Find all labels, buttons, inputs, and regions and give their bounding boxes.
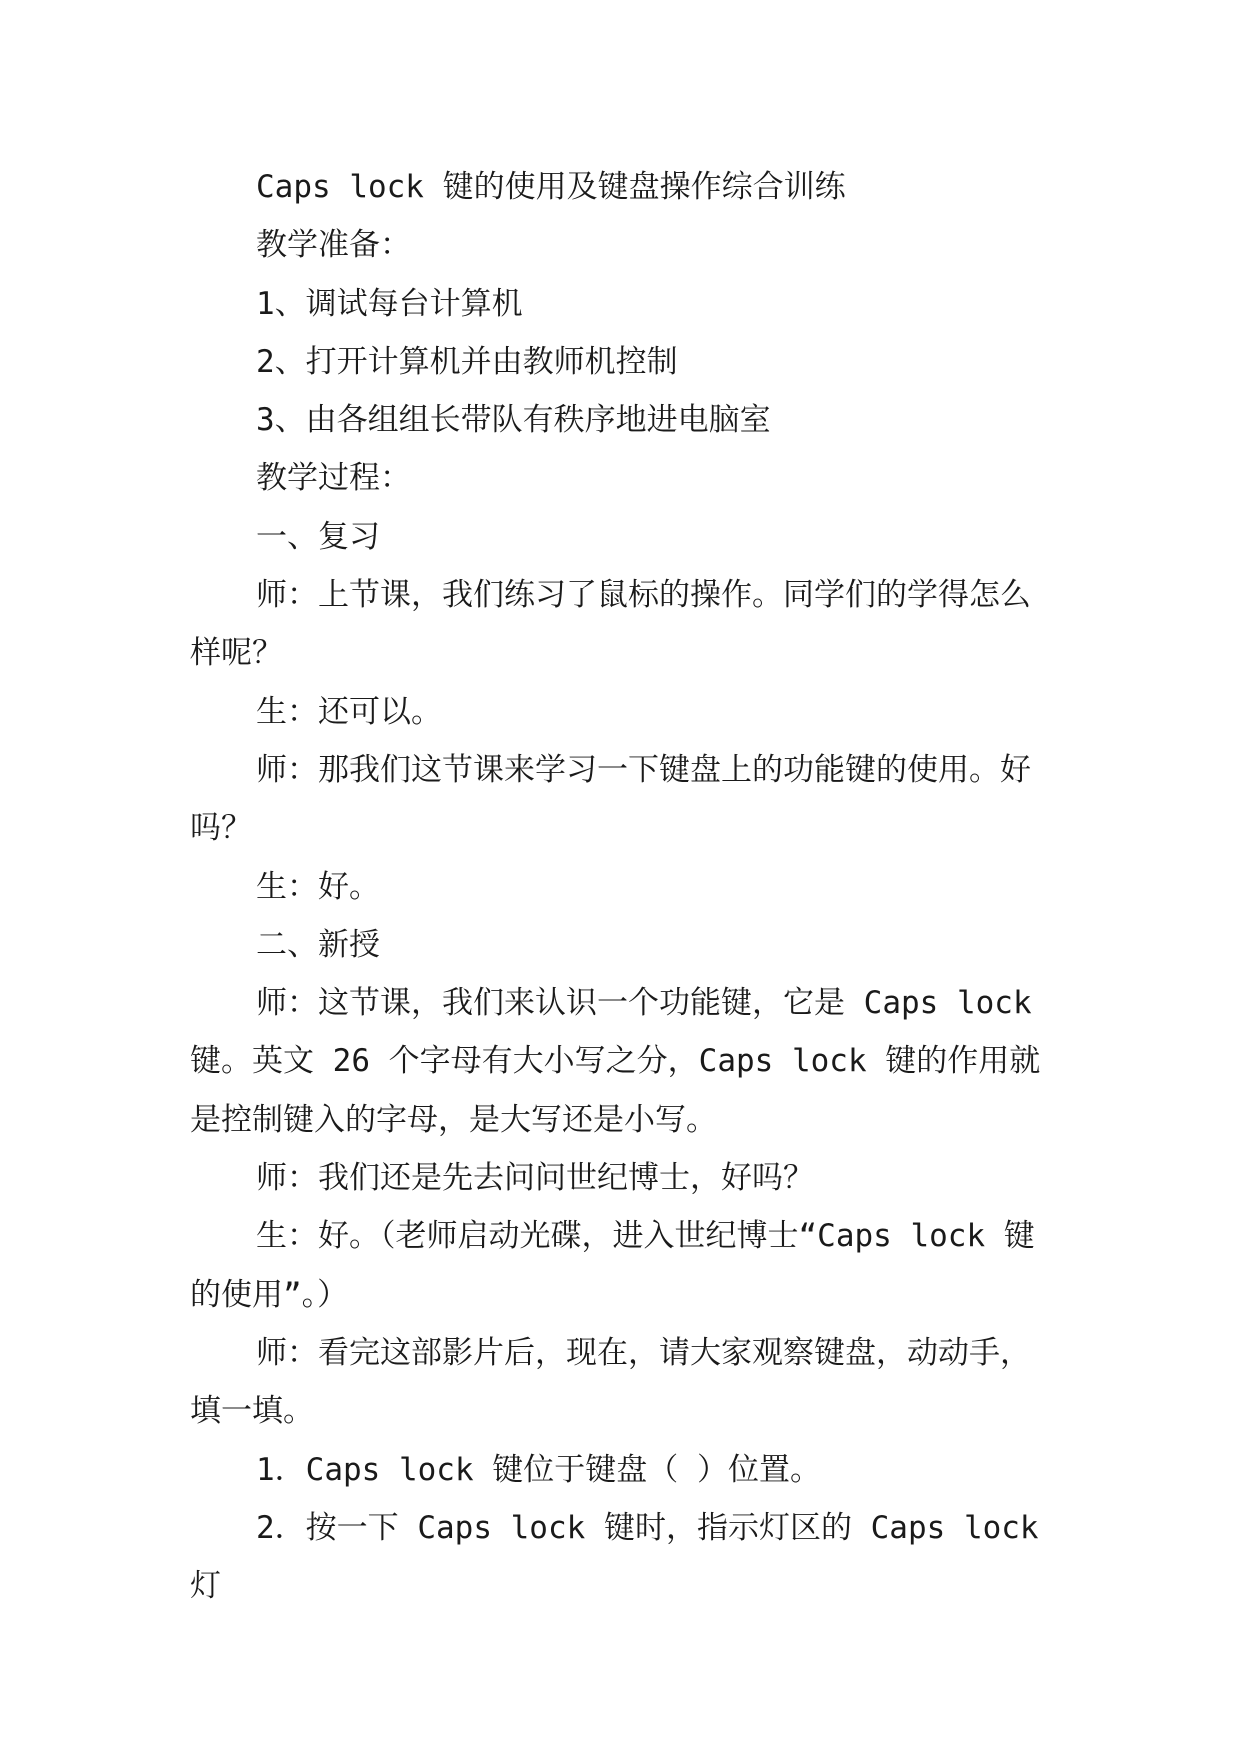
exercise-item-1: 1．Caps lock 键位于键盘（ ）位置。 bbox=[256, 1451, 821, 1488]
dialogue-teacher-2: 师：那我们这节课来学习一下键盘上的功能键的使用。好吗？ bbox=[190, 751, 1031, 847]
subheading-review: 一、复习 bbox=[256, 518, 380, 555]
section-heading-preparation: 教学准备： bbox=[256, 227, 411, 264]
prep-item-3: 3、由各组组长带队有秩序地进电脑室 bbox=[256, 402, 771, 439]
dialogue-teacher-4: 师：我们还是先去问问世纪博士，好吗？ bbox=[256, 1160, 814, 1197]
section-heading-process: 教学过程： bbox=[256, 460, 411, 497]
document-page bbox=[190, 158, 1060, 1615]
exercise-item-2: 2．按一下 Caps lock 键时，指示灯区的 Caps lock 灯 bbox=[190, 1509, 1058, 1605]
dialogue-teacher-5: 师：看完这部影片后，现在，请大家观察键盘，动动手，填一填。 bbox=[190, 1334, 1031, 1430]
doc-title: Caps lock 键的使用及键盘操作综合训练 bbox=[256, 169, 846, 205]
dialogue-student-3: 生：好。（老师启动光碟，进入世纪博士“Caps lock 键的使用”。） bbox=[190, 1218, 1035, 1313]
dialogue-teacher-1: 师：上节课，我们练习了鼠标的操作。同学们的学得怎么样呢？ bbox=[190, 577, 1031, 672]
dialogue-teacher-3: 师：这节课，我们来认识一个功能键，它是 Caps lock 键。英文 26 个字母有大小写之分，Caps lock 键的作用就是控制键入的字母，是大写还是小写。 bbox=[190, 985, 1051, 1138]
prep-item-2: 2、打开计算机并由教师机控制 bbox=[256, 343, 678, 380]
dialogue-student-2: 生：好。 bbox=[256, 868, 380, 905]
prep-item-1: 1、调试每台计算机 bbox=[256, 285, 523, 322]
subheading-new-lesson: 二、新授 bbox=[256, 926, 380, 963]
dialogue-student-1: 生：还可以。 bbox=[256, 693, 442, 730]
